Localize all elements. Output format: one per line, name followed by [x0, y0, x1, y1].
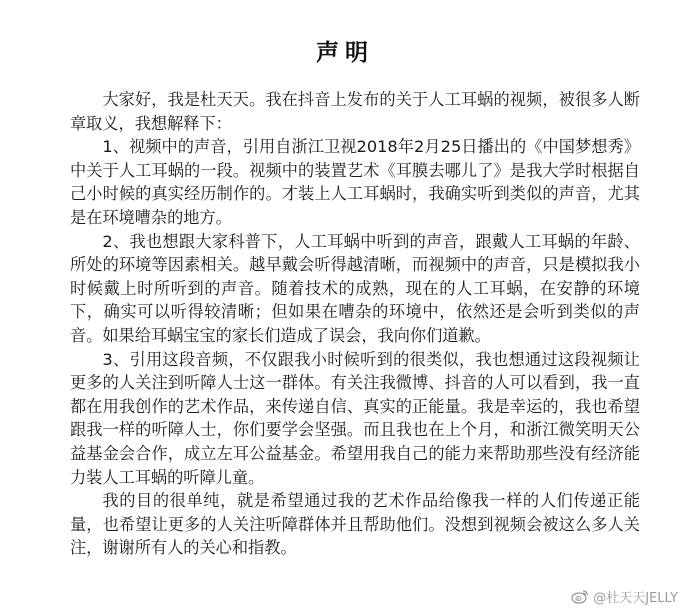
statement-body — [70, 88, 640, 560]
weibo-icon — [571, 589, 589, 604]
paragraph-point-3: 3、引用这段音频，不仅跟我小时候听到的很类似，我也想通过这段视频让更多的人关注到听障人士这一群体。有关注我微博、抖音的人可以看到，我一直都在用我创作的艺术作品，来传递自信、真实的正能量。我是幸运的，我也希望跟我一样的听障人士，你们要学会坚强。而且我也在上个月，和浙江微笑明天公益基金会合作，成立左耳公益基金。希望用我自己的能力来帮助那些没有经济能力装人工耳蜗的听障儿童。 — [70, 349, 640, 487]
paragraph-point-1: 1、视频中的声音，引用自浙江卫视2018年2月25日播出的《中国梦想秀》中关于人工耳蜗的一段。视频中的装置艺术《耳膜去哪儿了》是我大学时根据自己小时候的真实经历制作的。才装上人工耳蜗时，我确实听到类似的声音，尤其是在环境嘈杂的地方。 — [70, 137, 640, 227]
watermark-text: @杜天天JELLY — [593, 591, 678, 606]
weibo-watermark — [571, 587, 678, 606]
page-title: 声明 — [316, 40, 374, 66]
paragraph-closing: 我的目的很单纯，就是希望通过我的艺术作品给像我一样的人们传递正能量，也希望让更多的人关注听障群体并且帮助他们。没想到视频会被这么多人关注，谢谢所有人的关心和指教。 — [70, 491, 640, 558]
paragraph-greeting: 大家好，我是杜天天。我在抖音上发布的关于人工耳蜗的视频，被很多人断章取义，我想解释下： — [70, 90, 640, 133]
paragraph-point-2: 2、我也想跟大家科普下，人工耳蜗中听到的声音，跟戴人工耳蜗的年龄、所处的环境等因素相关。越早戴会听得越清晰，而视频中的声音，只是模拟我小时候戴上时所听到的声音。随着技术的成熟，现在的人工耳蜗，在安静的环境下，确实可以听得较清晰；但如果在嘈杂的环境中，依然还是会听到类似的声音。如果给耳蜗宝宝的家长们造成了误会，我向你们道歉。 — [70, 231, 640, 345]
